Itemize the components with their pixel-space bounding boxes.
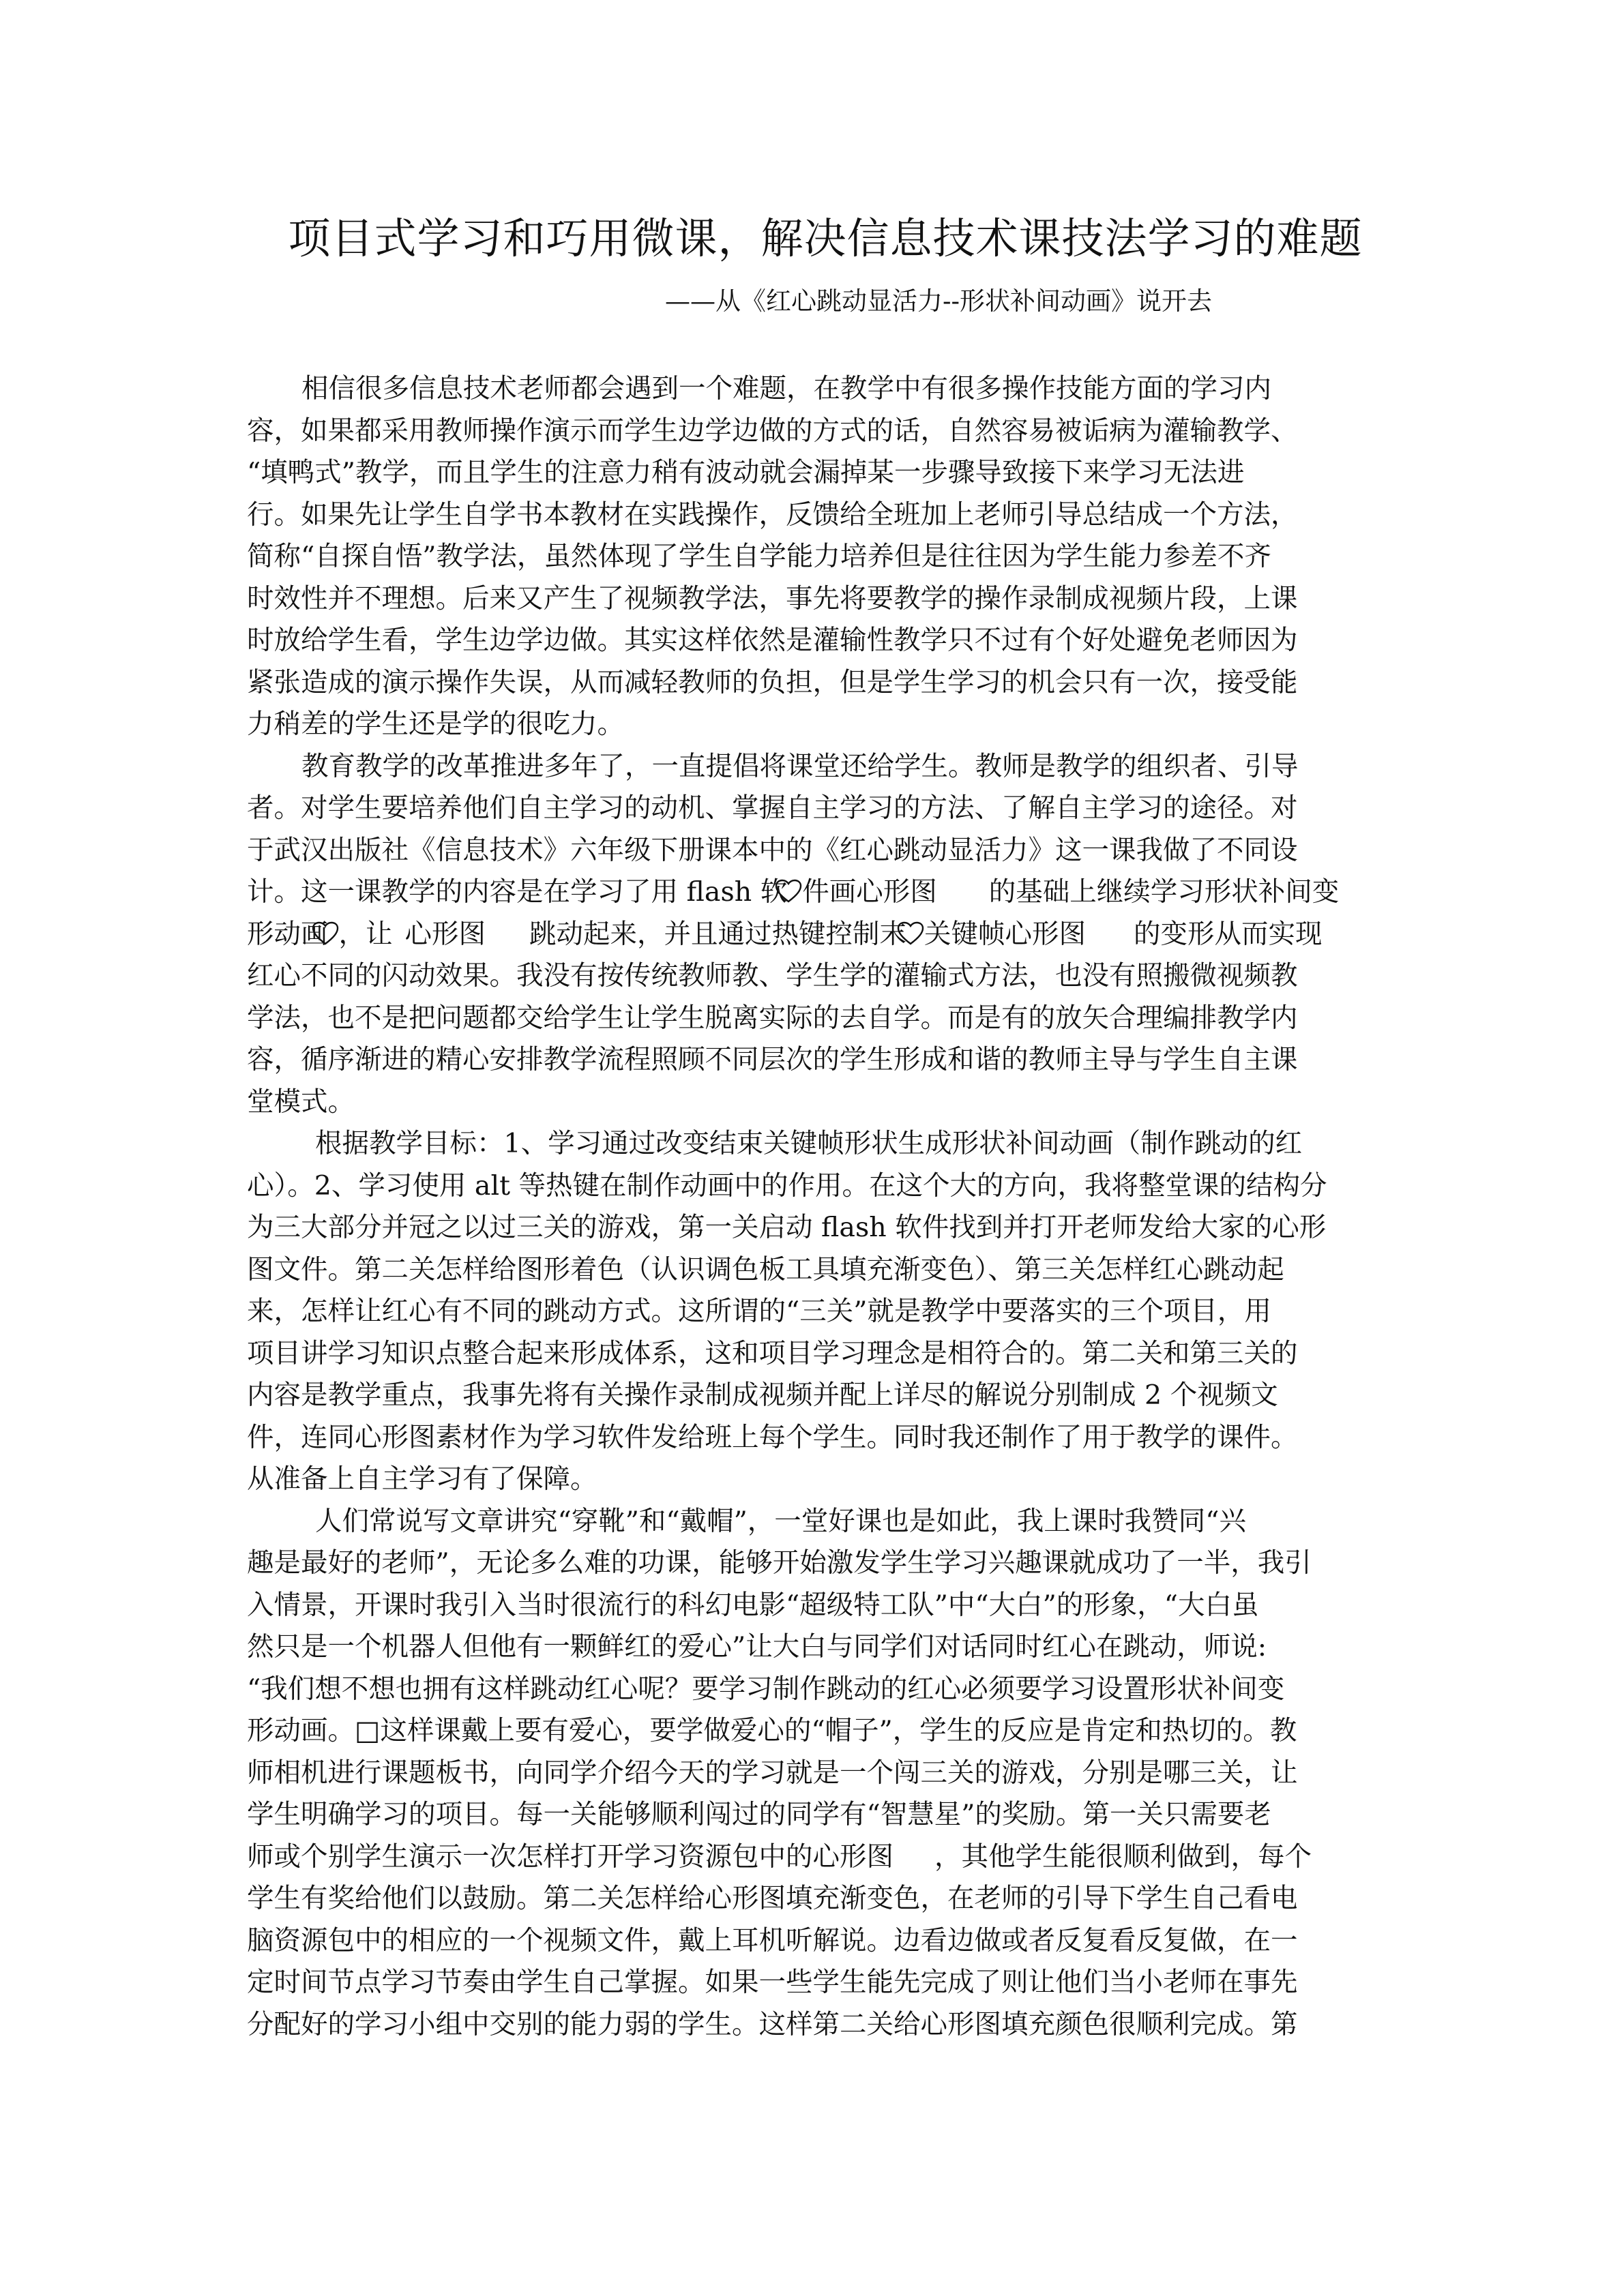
text-line: 简称“自探自悟”教学法，虽然体现了学生自学能力培养但是往往因为学生能力参差不齐	[247, 541, 1271, 572]
text-line: 堂模式。	[247, 1086, 355, 1118]
heart-icon	[775, 879, 802, 904]
text-line: 项目讲学习知识点整合起来形成体系，这和项目学习理念是相符合的。第二关和第三关的	[247, 1337, 1298, 1369]
text-line: 然只是一个机器人但他有一颗鲜红的爱心”让大白与同学们对话同时红心在跳动，师说:	[247, 1631, 1267, 1663]
text-line: 分配好的学习小组中交别的能力弱的学生。这样第二关给心形图填充颜色很顺利完成。第	[247, 2008, 1298, 2040]
text-fragment: 形动画。	[247, 1715, 355, 1746]
text-line: 容，循序渐进的精心安排教学流程照顾不同层次的学生形成和谐的教师主导与学生自主课	[247, 1044, 1298, 1075]
text-line: 内容是教学重点，我事先将有关操作录制成视频并配上详尽的解说分别制成 2 个视频文	[247, 1380, 1278, 1411]
text-line: 时效性并不理想。后来又产生了视频教学法，事先将要教学的操作录制成视频片段，上课	[247, 582, 1298, 614]
text-line: 从准备上自主学习有了保障。	[247, 1463, 597, 1495]
text-line: 件，连同心形图素材作为学习软件发给班上每个学生。同时我还制作了用于教学的课件。	[247, 1421, 1298, 1453]
text-line	[247, 1836, 1376, 1879]
text-line: 根据教学目标：1、学习通过改变结束关键帧形状生成形状补间动画（制作跳动的红	[315, 1128, 1303, 1159]
text-fragment: 计。这一课教学的内容是在学习了用 flash 软	[247, 876, 788, 908]
text-fragment: 的变形从而实现	[1134, 918, 1323, 950]
document-title: 项目式学习和巧用微课，解决信息技术课技法学习的难题	[288, 213, 1363, 263]
text-line: “我们想不想也拥有这样跳动红心呢？要学习制作跳动的红心必须要学习设置形状补间变	[247, 1673, 1285, 1705]
text-line: 力稍差的学生还是学的很吃力。	[247, 709, 624, 740]
text-fragment: 这样课戴上要有爱心，要学做爱心的“帽子”，学生的反应是肯定和热切的。教	[380, 1715, 1297, 1746]
text-line: 者。对学生要培养他们自主学习的动机、掌握自主学习的方法、了解自主学习的途径。对	[247, 792, 1298, 824]
text-line: 为三大部分并冠之以过三关的游戏，第一关启动 flash 软件找到并打开老师发给大家的心形	[247, 1212, 1327, 1243]
text-line: 学生有奖给他们以鼓励。第二关怎样给心形图填充渐变色，在老师的引导下学生自己看电	[247, 1883, 1298, 1914]
text-fragment: 形动画	[247, 918, 328, 950]
text-line-with-icon	[247, 914, 1376, 956]
text-line-with-icon	[247, 871, 1376, 914]
text-line: 图文件。第二关怎样给图形着色（认识调色板工具填充渐变色）、第三关怎样红心跳动起	[247, 1253, 1284, 1285]
text-line: 行。如果先让学生自学书本教材在实践操作，反馈给全班加上老师引导总结成一个方法，	[247, 498, 1298, 531]
text-fragment: 的基础上继续学习形状补间变	[988, 876, 1340, 908]
text-fragment: ，其他学生能很顺利做到，每个	[934, 1840, 1312, 1873]
text-fragment: 件画心形图	[802, 876, 937, 908]
text-line: “填鸭式”教学，而且学生的注意力稍有波动就会漏掉某一步骤导致接下来学习无法进	[247, 457, 1245, 488]
text-line: 来，怎样让红心有不同的跳动方式。这所谓的“三关”就是教学中要落实的三个项目，用	[247, 1296, 1271, 1327]
text-line: 入情景，开课时我引入当时很流行的科幻电影“超级特工队”中“大白”的形象，“大白虽	[247, 1589, 1259, 1621]
document-subtitle: ——从《红心跳动显活力--形状补间动画》说开去	[665, 286, 1213, 316]
text-line: 心）。2、学习使用 alt 等热键在制作动画中的作用。在这个大的方向，我将整堂课的结构分	[247, 1169, 1327, 1202]
text-line: 容，如果都采用教师操作演示而学生边学边做的方式的话，自然容易被诟病为灌输教学、	[247, 415, 1298, 447]
text-fragment: 师或个别学生演示一次怎样打开学习资源包中的心形图	[247, 1840, 894, 1873]
text-line: 于武汉出版社《信息技术》六年级下册课本中的《红心跳动显活力》这一课我做了不同设	[247, 834, 1298, 866]
text-fragment: 心形图	[404, 918, 486, 950]
text-line: 紧张造成的演示操作失误，从而减轻教师的负担，但是学生学习的机会只有一次，接受能	[247, 666, 1298, 698]
text-line: 教育教学的改革推进多年了，一直提倡将课堂还给学生。教师是教学的组织者、引导	[301, 750, 1299, 782]
text-line: 人们常说写文章讲究“穿靴”和“戴帽”，一堂好课也是如此，我上课时我赞同“兴	[315, 1505, 1246, 1537]
text-fragment: ，让	[338, 918, 393, 950]
text-line: 学生明确学习的项目。每一关能够顺利闯过的同学有“智慧星”的奖励。第一关只需要老	[247, 1799, 1271, 1830]
document-body	[247, 368, 1376, 2046]
text-line: 时放给学生看，学生边学边做。其实这样依然是灌输性教学只不过有个好处避免老师因为	[247, 625, 1298, 656]
text-line: 定时间节点学习节奏由学生自己掌握。如果一些学生能先完成了则让他们当小老师在事先	[247, 1967, 1298, 1998]
text-line: 学法，也不是把问题都交给学生让学生脱离实际的去自学。而是有的放矢合理编排教学内	[247, 1002, 1298, 1034]
text-line: 脑资源包中的相应的一个视频文件，戴上耳机听解说。边看边做或者反复看反复做，在一	[247, 1924, 1298, 1956]
text-fragment: 关键帧心形图	[924, 918, 1086, 950]
text-line: 相信很多信息技术老师都会遇到一个难题，在教学中有很多操作技能方面的学习内	[301, 373, 1271, 404]
heart-icon	[312, 921, 339, 946]
text-line: 趣是最好的老师”，无论多么难的功课，能够开始激发学生学习兴趣课就成功了一半，我引	[247, 1547, 1312, 1579]
text-line: 师相机进行课题板书，向同学介绍今天的学习就是一个闯三关的游戏，分别是哪三关，让	[247, 1757, 1298, 1789]
text-line: 红心不同的闪动效果。我没有按传统教师教、学生学的灌输式方法，也没有照搬微视频教	[247, 960, 1298, 992]
heart-icon	[897, 921, 924, 946]
text-line	[247, 1710, 1376, 1753]
box-glyph: □	[355, 1715, 381, 1746]
text-fragment: 跳动起来，并且通过热键控制末	[529, 918, 906, 950]
